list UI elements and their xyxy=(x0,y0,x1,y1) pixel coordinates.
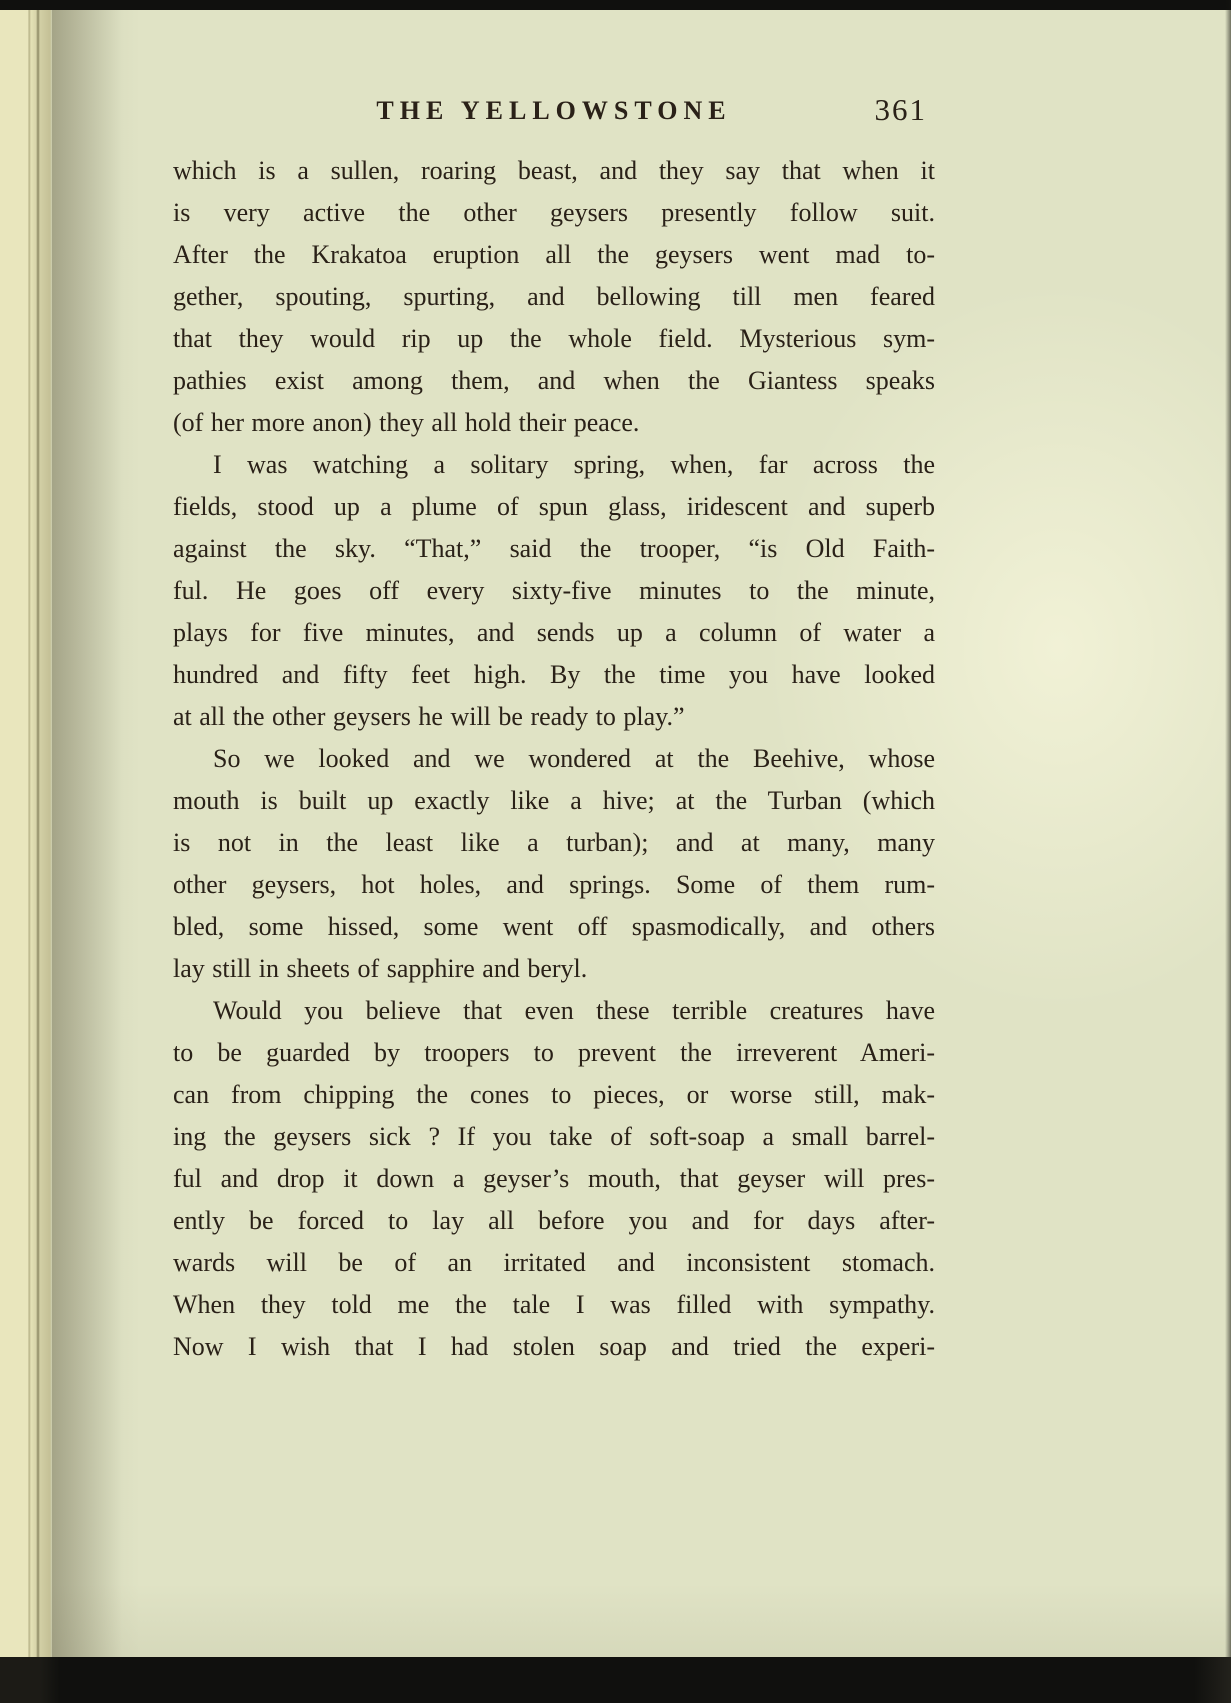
text-line: After the Krakatoa eruption all the geysers went mad to- xyxy=(173,240,935,269)
text-line: lay still in sheets of sapphire and beryl. xyxy=(173,954,588,983)
paragraph xyxy=(173,738,935,990)
text-line: gether, spouting, spurting, and bellowing till men feared xyxy=(173,282,935,311)
paragraph xyxy=(173,150,935,444)
text-line: ful. He goes off every sixty-five minutes to the minute, xyxy=(173,576,935,605)
text-line: (of her more anon) they all hold their peace. xyxy=(173,408,640,437)
text-line: ful and drop it down a geyser’s mouth, that geyser will pres- xyxy=(173,1164,935,1193)
text-line: that they would rip up the whole field. Mysterious sym- xyxy=(173,324,935,353)
text-line: fields, stood up a plume of spun glass, iridescent and superb xyxy=(173,492,935,521)
text-line: at all the other geysers he will be ready to play.” xyxy=(173,702,685,731)
text-line: So we looked and we wondered at the Beehive, whose xyxy=(213,744,935,773)
text-line: can from chipping the cones to pieces, or worse still, mak- xyxy=(173,1080,935,1109)
scan-edge-right xyxy=(1225,0,1231,1703)
paragraph xyxy=(173,990,935,1368)
text-line: which is a sullen, roaring beast, and they say that when it xyxy=(173,156,935,185)
binding-shadow xyxy=(52,10,122,1657)
text-line: to be guarded by troopers to prevent the irreverent Ameri- xyxy=(173,1038,935,1067)
text-line: is very active the other geysers presently follow suit. xyxy=(173,198,935,227)
text-line: mouth is built up exactly like a hive; at the Turban (which xyxy=(173,786,935,815)
text-line: pathies exist among them, and when the Giantess speaks xyxy=(173,366,935,395)
paragraph xyxy=(173,444,935,738)
book-fore-edge xyxy=(0,10,52,1657)
scan-edge-top xyxy=(0,0,1231,10)
text-line: is not in the least like a turban); and at many, many xyxy=(173,828,935,857)
scan-edge-bottom xyxy=(0,1657,1231,1703)
text-line: against the sky. “That,” said the trooper, “is Old Faith- xyxy=(173,534,935,563)
text-line: When they told me the tale I was filled with sympathy. xyxy=(173,1290,935,1319)
text-line: other geysers, hot holes, and springs. Some of them rum- xyxy=(173,870,935,899)
text-line: Would you believe that even these terrible creatures have xyxy=(213,996,935,1025)
text-line: I was watching a solitary spring, when, far across the xyxy=(213,450,935,479)
text-line: bled, some hissed, some went off spasmodically, and others xyxy=(173,912,935,941)
running-head xyxy=(173,92,935,140)
page-number: 361 xyxy=(874,92,927,127)
running-title: THE YELLOWSTONE xyxy=(376,96,732,125)
text-line: ently be forced to lay all before you and for days after- xyxy=(173,1206,935,1235)
text-line: Now I wish that I had stolen soap and tried the experi- xyxy=(173,1332,935,1361)
text-line: ing the geysers sick ? If you take of soft-soap a small barrel- xyxy=(173,1122,935,1151)
text-line: hundred and fifty feet high. By the time you have looked xyxy=(173,660,935,689)
text-line: wards will be of an irritated and inconsistent stomach. xyxy=(173,1248,935,1277)
text-block xyxy=(173,150,935,1368)
text-line: plays for five minutes, and sends up a column of water a xyxy=(173,618,935,647)
